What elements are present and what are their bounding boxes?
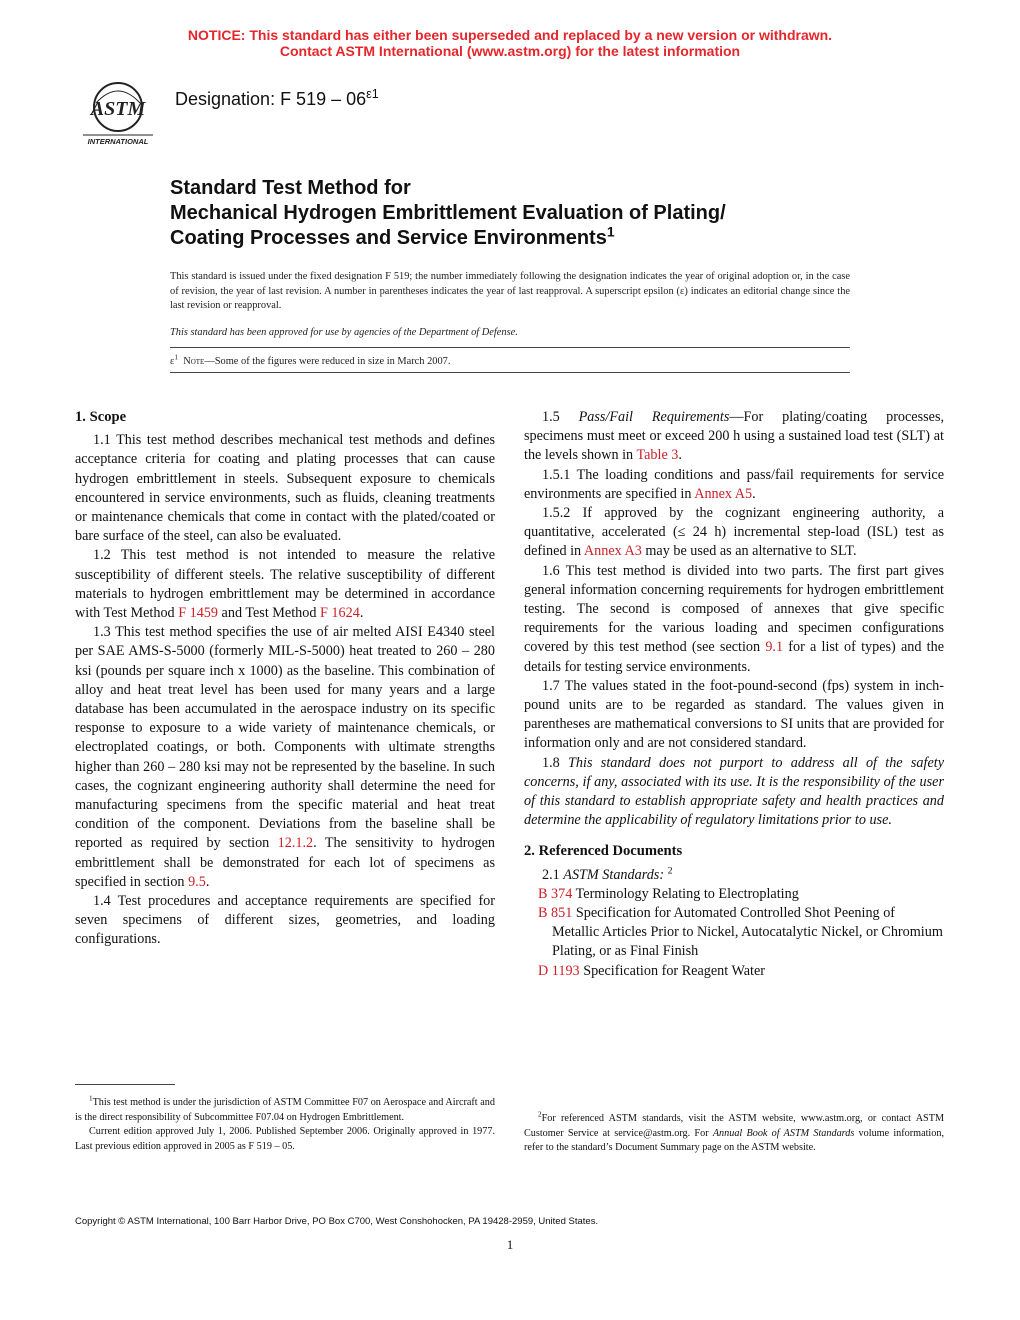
epsilon-note: $\varepsilon^1$ Note—Some of the figures were reduced in size in March 2007.: [170, 353, 451, 367]
ref-link-annex-a3[interactable]: Annex A3: [583, 543, 642, 560]
ref-link-d1193[interactable]: D 1193: [538, 962, 580, 979]
ref-link-table-3[interactable]: Table 3: [636, 447, 679, 464]
ref-item: D 1193 Specification for Reagent Water: [538, 962, 765, 979]
footnote-divider-left: [75, 1084, 175, 1085]
astm-logo-subtext: INTERNATIONAL: [87, 137, 149, 146]
astm-logo-text: ASTM: [90, 98, 146, 120]
title-footnote-ref[interactable]: 1: [606, 223, 615, 240]
section-heading-scope: 1. Scope: [75, 409, 127, 425]
title-line-1: Standard Test Method for: [170, 177, 411, 199]
para-2-1: 2.1 ASTM Standards: $^2$: [542, 864, 673, 883]
para-1-1: 1.1 This test method describes mechanical test methods and defines acceptance criteria for coating and plating processes that can cause hydrogen embrittlement in steels. Subsequent exposure to chemicals encountered in service environments, such as fluids, cleaning treatments or maintenance chemicals that come in contact with the plated/coated or bare surface of the steel, can also be evaluated.: [75, 432, 495, 545]
para-1-4: 1.4 Test procedures and acceptance requirements are specified for seven specimens of different sizes, geometries, and loading configurations.: [75, 893, 495, 948]
right-column: [524, 408, 944, 981]
footnote-2-para: $^2$For referenced ASTM standards, visit the ASTM website, www.astm.org, or contact ASTM Customer Service at service@astm.org. For Annual Book of ASTM Standards volume information, refer to the standard’s Document Summary page on the ASTM website.: [524, 1110, 944, 1154]
dod-note: This standard has been approved for use by agencies of the Department of Defense.: [170, 327, 518, 338]
para-1-5-2: 1.5.2 If approved by the cognizant engineering authority, a quantitative, accelerated (≤ 24 h) incremental step-load (ISL) test as defined in Annex A3 may be used as an alternative to SLT.: [524, 505, 944, 560]
notice-line-2: Contact ASTM International (www.astm.org) for the latest information: [279, 43, 741, 59]
para-1-5: 1.5 Pass/Fail Requirements—For plating/coating processes, specimens must meet or exceed 200 h using a sustained load test (SLT) at the levels shown in Table 3.: [524, 409, 945, 464]
para-1-2: 1.2 This test method is not intended to measure the relative susceptibility of different steels. The relative susceptibility of different materials to hydrogen embrittlement may be determined in accordance with Test Method F 1459 and Test Method F 1624.: [75, 547, 495, 622]
para-1-7: 1.7 The values stated in the foot-pound-second (fps) system in inch-pound units are to be regarded as standard. The values given in parentheses are mathematical conversions to SI units that are provided for information only and are not considered standard.: [524, 677, 944, 752]
designation-label: Designation: F 519 – 06: [175, 89, 367, 109]
page-number: 1: [506, 1237, 514, 1252]
designation: [175, 89, 379, 110]
para-1-3: 1.3 This test method specifies the use of air melted AISI E4340 steel per SAE AMS-S-5000 (formerly MIL-S-5000) heat treated to 260 – 280 ksi (pounds per square inch x 1000) as the baseline. This combination of alloy and heat treat level has been used for many years and a large database has been accumulated in the aerospace industry on its specific response to exposure to a wide variety of maintenance chemicals, or electroplated coatings, or both. Components with ultimate strengths higher than 260 – 280 ksi may not be represented by the baseline. In such cases, the cognizant engineering authority shall determine the need for manufacturing specimens from the specific material and heat treat condition of the component. Deviations from the baseline shall be reported as required by section 12.1.2. The sensitivity to hydrogen embrittlement shall be demonstrated for each lot of specimens as specified in section 9.5.: [75, 624, 495, 890]
ref-item: B 851 Specification for Automated Controlled Shot Peening of Metallic Articles Prior to Nickel, Autocatalytic Nickel, or Chromium Plating, or as Final Finish: [538, 905, 943, 960]
astm-logo: [75, 75, 161, 149]
footnote-1: [75, 1096, 495, 1154]
ref-link-9-5[interactable]: 9.5: [188, 873, 206, 890]
issue-note: This standard is issued under the fixed designation F 519; the number immediately following the designation indicates the year of original adoption or, in the case of revision, the year of last revision. A number in parentheses indicates the year of last reapproval. A superscript epsilon (ε) indicates an editorial change since the last revision or reapproval.: [170, 271, 850, 312]
section-heading-referenced-documents: 2. Referenced Documents: [524, 843, 683, 860]
ref-link-b851[interactable]: B 851: [538, 905, 573, 922]
designation-sup: ε1: [366, 87, 379, 101]
ref-link-f1624[interactable]: F 1624: [320, 605, 360, 622]
document-title: [170, 176, 870, 251]
footnote-1-para-1: $^1$This test method is under the jurisdiction of ASTM Committee F07 on Aerospace and Aircraft and is the direct responsibility of Subcommittee F07.04 on Hydrogen Embrittlement.: [75, 1094, 495, 1123]
footnote-ref-2[interactable]: 2: [667, 864, 673, 876]
footnote-2: [524, 1112, 944, 1156]
header-divider: [170, 347, 850, 348]
left-column: [75, 408, 495, 950]
ref-link-b374[interactable]: B 374: [538, 885, 573, 902]
footnote-1-para-2: Current edition approved July 1, 2006. Published September 2006. Originally approved in 1977. Last previous edition approved in 2005 as F 519 – 05.: [75, 1126, 495, 1152]
ref-link-f1459[interactable]: F 1459: [178, 605, 218, 622]
title-line-3: Coating Processes and Service Environments$^1$: [170, 223, 615, 249]
ref-link-12-1-2[interactable]: 12.1.2: [277, 835, 314, 852]
header-divider-2: [170, 372, 850, 373]
para-1-8: 1.8 This standard does not purport to address all of the safety concerns, if any, associated with its use. It is the responsibility of the user of this standard to establish appropriate safety and health practices and determine the applicability of regulatory limitations prior to use.: [524, 754, 944, 829]
title-line-2: Mechanical Hydrogen Embrittlement Evaluation of Plating/: [170, 202, 726, 224]
copyright-line: Copyright © ASTM International, 100 Barr Harbor Drive, PO Box C700, West Conshohocken, PA 19428-2959, United States.: [75, 1216, 599, 1227]
para-1-6: 1.6 This test method is divided into two parts. The first part gives general information concerning requirements for hydrogen embrittlement testing. The second is composed of annexes that give specific requirements for the various loading and specimen configurations covered by this test method (see section 9.1 for a list of types) and the details for testing service environments.: [524, 562, 944, 675]
ref-link-annex-a5[interactable]: Annex A5: [694, 485, 753, 502]
notice-line-1: NOTICE: This standard has either been superseded and replaced by a new version or withdrawn.: [187, 27, 833, 43]
ref-item: B 374 Terminology Relating to Electroplating: [538, 885, 799, 902]
ref-link-9-1[interactable]: 9.1: [765, 639, 784, 656]
para-1-5-1: 1.5.1 The loading conditions and pass/fail requirements for service environments are specified in Annex A5.: [524, 466, 944, 502]
